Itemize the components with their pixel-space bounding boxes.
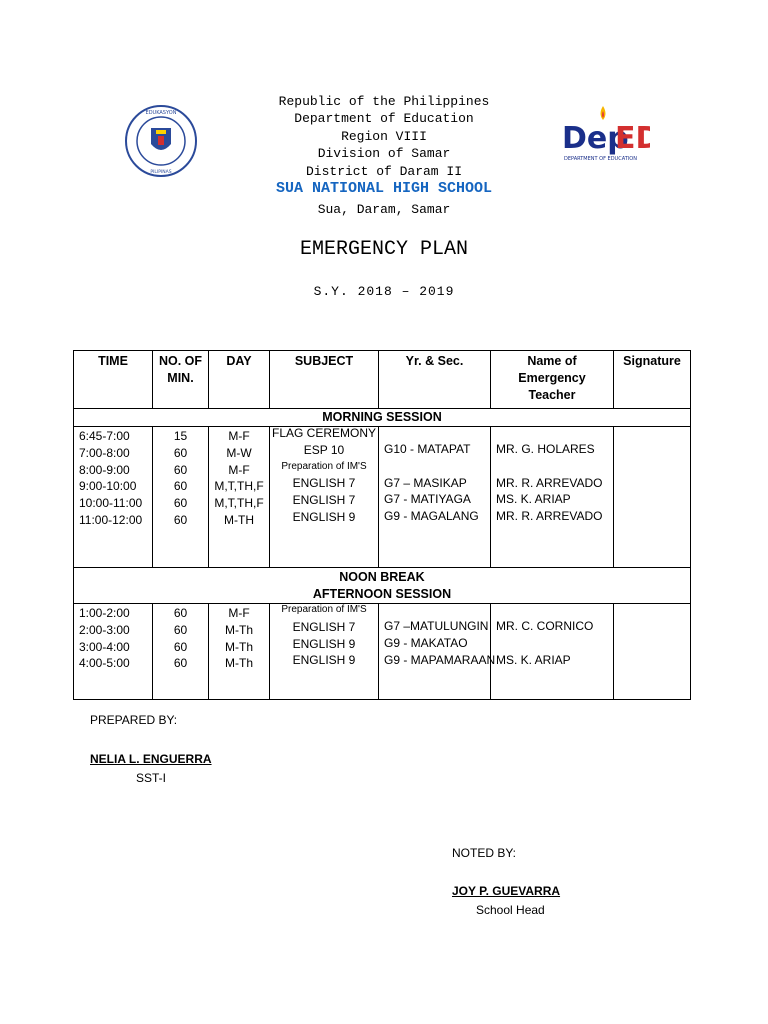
list-item: 15: [173, 429, 188, 443]
afternoon-minutes-list: [153, 604, 208, 672]
list-item: M-Th: [225, 656, 253, 671]
school-name: SUA NATIONAL HIGH SCHOOL: [275, 180, 493, 197]
list-item: 6:45-7:00: [79, 429, 130, 443]
list-item: 60: [173, 496, 188, 511]
list-item: M-F: [228, 462, 250, 477]
list-item: MR. R. ARREVADO: [496, 509, 603, 524]
school-address: Sua, Daram, Samar: [317, 202, 451, 217]
list-item: MS. K. ARIAP: [496, 652, 571, 667]
header-signature: Signature: [614, 351, 691, 409]
list-item: [496, 458, 613, 475]
morning-session-label: MORNING SESSION: [74, 409, 691, 427]
morning-teacher-list: [496, 427, 613, 525]
afternoon-signature-cell: [614, 604, 691, 700]
list-item: G10 - MATAPAT: [384, 442, 471, 456]
svg-text:PILIPINAS: PILIPINAS: [150, 170, 172, 175]
header-section: Yr. & Sec.: [379, 351, 491, 409]
list-item: MS. K. ARIAP: [496, 492, 571, 507]
list-item: G9 - MAKATAO: [384, 635, 468, 650]
header-subject: SUBJECT: [270, 351, 379, 409]
afternoon-session-label: AFTERNOON SESSION: [312, 587, 452, 601]
list-item: ENGLISH 7: [292, 476, 356, 491]
list-item: 9:00-10:00: [79, 479, 137, 494]
morning-section-list: [384, 427, 490, 525]
list-item: 60: [173, 639, 188, 654]
list-item: M-F: [228, 606, 250, 620]
list-item: 1:00-2:00: [79, 606, 130, 620]
afternoon-day-list: [209, 604, 269, 672]
list-item: 11:00-12:00: [79, 512, 143, 527]
morning-day-list: [209, 427, 269, 529]
list-item: 60: [173, 462, 188, 477]
afternoon-time-list: [79, 604, 152, 672]
document-title: EMERGENCY PLAN: [299, 238, 469, 261]
noted-by-position: School Head: [476, 903, 545, 917]
deped-logo: [560, 104, 650, 166]
list-item: M-Th: [225, 622, 253, 637]
list-item: 8:00-9:00: [79, 462, 130, 477]
header-minutes: NO. OF MIN.: [153, 351, 209, 409]
list-item: 10:00-11:00: [79, 496, 143, 511]
list-item: 3:00-4:00: [79, 639, 130, 654]
list-item: MR. C. CORNICO: [496, 619, 594, 633]
morning-signature-cell: [614, 427, 691, 568]
list-item: G9 - MAPAMARAAN: [384, 652, 496, 667]
list-item: ENGLISH 9: [292, 636, 356, 651]
header-teacher: Name of Emergency Teacher: [491, 351, 614, 409]
table-header-row: [74, 351, 691, 409]
list-item: ENGLISH 9: [292, 509, 356, 524]
header-region: Region VIII: [341, 129, 427, 144]
list-item: MR. R. ARREVADO: [496, 475, 603, 490]
header-time: TIME: [74, 351, 153, 409]
prepared-by-label: PREPARED BY:: [90, 713, 178, 727]
emergency-plan-table: [73, 350, 691, 700]
list-item: 60: [173, 656, 188, 671]
list-item: M-TH: [224, 512, 254, 527]
list-item: Preparation of IM'S: [281, 604, 367, 615]
morning-minutes-list: [153, 427, 208, 529]
afternoon-subject-list: [270, 604, 378, 669]
list-item: M,T,TH,F: [214, 496, 264, 511]
list-item: 60: [173, 445, 188, 460]
noted-by-label: NOTED BY:: [452, 846, 517, 860]
list-item: [384, 458, 490, 475]
list-item: ENGLISH 7: [292, 619, 356, 634]
noted-by-name: JOY P. GUEVARRA: [452, 884, 561, 898]
list-item: ENGLISH 7: [292, 493, 356, 508]
list-item: 60: [173, 512, 188, 527]
header-district: District of Daram II: [305, 164, 463, 179]
svg-text:DEPARTMENT OF EDUCATION: DEPARTMENT OF EDUCATION: [564, 156, 637, 162]
svg-text:ED: ED: [615, 121, 650, 156]
morning-subject-list: [270, 427, 378, 526]
list-item: 60: [173, 606, 188, 620]
prepared-by-name: NELIA L. ENGUERRA: [90, 752, 212, 766]
list-item: M,T,TH,F: [214, 479, 264, 494]
list-item: 7:00-8:00: [79, 445, 130, 460]
list-item: MR. G. HOLARES: [496, 442, 595, 456]
morning-body-row: [74, 427, 691, 568]
afternoon-teacher-list: [496, 604, 613, 668]
list-item: 60: [173, 479, 188, 494]
list-item: FLAG CEREMONY: [271, 426, 376, 440]
list-item: G9 - MAGALANG: [384, 509, 479, 524]
list-item: G7 –MATULUNGIN: [384, 619, 489, 633]
deped-seal-logo: [124, 104, 198, 178]
afternoon-section-list: [384, 604, 496, 668]
list-item: G7 - MATIYAGA: [384, 492, 471, 507]
list-item: 2:00-3:00: [79, 622, 130, 637]
school-year: S.Y. 2018 – 2019: [313, 284, 455, 299]
morning-session-row: [74, 409, 691, 427]
morning-time-list: [79, 427, 152, 529]
header-department: Department of Education: [294, 111, 474, 126]
header-country: Republic of the Philippines: [278, 94, 490, 109]
list-item: [496, 635, 613, 652]
svg-text:Dep: Dep: [562, 121, 629, 156]
list-item: 60: [173, 622, 188, 637]
header-day: DAY: [209, 351, 270, 409]
header-division: Division of Samar: [317, 146, 451, 161]
list-item: ESP 10: [303, 442, 345, 457]
list-item: ENGLISH 9: [292, 653, 356, 668]
noon-break-label: NOON BREAK: [339, 570, 425, 584]
list-item: M-W: [226, 445, 252, 460]
prepared-by-position: SST-I: [136, 771, 167, 785]
svg-text:EDUKASYON: EDUKASYON: [145, 110, 177, 116]
list-item: M-F: [228, 429, 250, 443]
list-item: Preparation of IM'S: [281, 460, 367, 472]
afternoon-body-row: [74, 604, 691, 700]
list-item: G7 – MASIKAP: [384, 475, 467, 490]
noon-afternoon-row: [74, 568, 691, 604]
list-item: 4:00-5:00: [79, 656, 130, 671]
list-item: M-Th: [225, 639, 253, 654]
